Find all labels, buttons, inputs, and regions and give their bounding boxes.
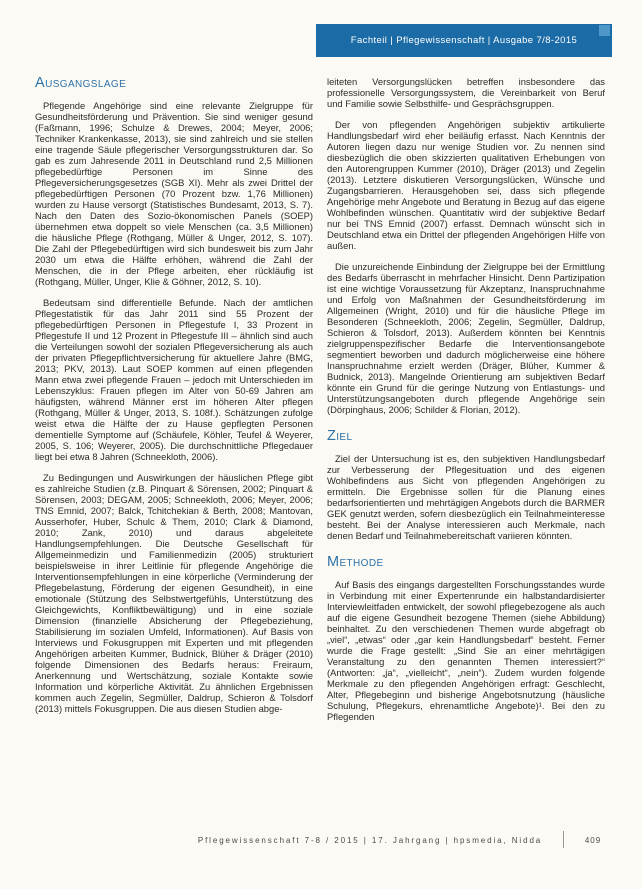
paragraph-ausgangslage-5: Der von pflegenden Angehörigen subjektiv artikulierte Handlungsbedarf wird eher beiläufig erfasst. Nach Kenntnis der Autoren liegen dazu nur wenige Studien vor. Zu nennen sind diesbezüglich die oben skizzierten qualitativen Erhebungen von den Autorengruppen Kummer (2010), Dräger (2013) und Zegelin (2013). Letztere diskutieren Versorgungslücken, Wünsche und Zugangsbarrieren. Herausgehoben sei, dass sich pflegende Angehörige mehr Angebote und Beratung in Bezug auf das eigene Wohlbefinden wünschen. Quantitativ wird der subjektive Bedarf nur bei TNS Emnid (2007) erfasst. Demnach wünscht sich in Deutschland etwa ein Drittel der pflegenden Angehörigen Hilfe von außen. [327, 119, 605, 251]
section-heading-ausgangslage: Ausgangslage [35, 75, 127, 91]
header-corner-accent [599, 25, 610, 36]
paragraph-ausgangslage-3: Zu Bedingungen und Auswirkungen der häuslichen Pflege gibt es zahlreiche Studien (z.B. Pinquart & Sörensen, 2002; Pinquart & Sörensen, 2003; DEGAM, 2005; Schneekloth, 2006; Meyer, 2006; TNS Emnid, 2007; Balck, Tchitchekian & Berth, 2008; Mantovan, Ausserhofer, Huber, Schulc & Them, 2010; Clark & Diamond, 2010; Zank, 2010) und daraus abgeleitete Handlungsempfehlungen. Die Deutsche Gesellschaft für Allgemeinmedizin und Familienmedizin (2005) strukturiert beispielsweise in ihrer Leitlinie für pflegende Angehörige die Interventionsempfehlungen in eine körperliche (Verminderung der Pflegebelastung, Förderung der eigenen Gesundheit), in eine emotionale (Stützung des Selbstwertgefühls, Unterstützung des Gleichgewichts, Konfliktbewältigung) und in eine soziale Dimension (finanzielle Absicherung der Pflegebeziehung, Stabilisierung im sozialen Umfeld, Informationen). Auf Basis von Interviews und Fokusgruppen mit Experten und mit pflegenden Angehörigen arbeiten Kummer, Budnick, Blüher & Dräger (2010) folgende Dimensionen des Bedarfs heraus: Freiraum, Anerkennung und Wertschätzung, soziale Kontakte sowie Information und körperliche Aktivität. Zu ähnlichen Ergebnissen kommen auch Zegelin, Segmüller, Daldrup, Schieron & Tolsdorf (2013) mittels Fokusgruppen. Die aus diesen Studien abge- [35, 472, 313, 714]
column-right [327, 76, 605, 732]
paragraph-ausgangslage-4-continuation: leiteten Versorgungslücken betreffen insbesondere das professionelle Versorgungssystem, die Vereinbarkeit von Beruf und Familie sowie Selbsthilfe- und Gesprächsgruppen. [327, 76, 605, 109]
paragraph-ziel-1: Ziel der Untersuchung ist es, den subjektiven Handlungsbedarf zur Verbesserung der Pflegesituation und des eigenen Wohlbefindens aus Sicht von pflegenden Angehörigen zu ermitteln. Die Ergebnisse sollen für die Planung eines bedarfsorientierten und mehrtägigen Angebots durch die BARMER GEK genutzt werden, sofern diesbezüglich ein Teilnahmeinteresse besteht. Bei der Analyse interessieren auch Merkmale, nach denen Bedarf und Teilnahmebereitschaft variieren könnten. [327, 453, 605, 541]
paragraph-ausgangslage-1: Pflegende Angehörige sind eine relevante Zielgruppe für Gesundheitsförderung und Prävention. Sie sind weniger gesund (Faßmann, 1996; Schulze & Drewes, 2004; Meyer, 2006; Techniker Krankenkasse, 2013), sie sind zahlreich und sie stellen eine tragende Säule pflegerischer Versorgungsstrukturen dar. So gab es zum Jahresende 2011 in Deutschland rund 2,5 Millionen pflegebedürftige Personen im Sinne des Pflegeversicherungsgesetzes (SGB XI). Mehr als zwei Drittel der pflegebedürftigen Personen (70 Prozent bzw. 1,76 Millionen) wurden zu Hause versorgt (Statistisches Bundesamt, 2013, S. 7). Nach den Daten des Sozio-ökonomischen Panels (SOEP) übernehmen etwa doppelt so viele Menschen (ca. 3,5 Millionen) die häusliche Pflege (Rothgang, Müller & Unger, 2012, S. 107). Die Zahl der Pflegebedürftigen wird sich bundesweit bis zum Jahr 2030 um etwa die Hälfte erhöhen, während die Zahl der Menschen, die in der Pflege arbeiten, eher rückläufig ist (Rothgang, Müller, Unger, Klie & Göhner, 2012, S. 10). [35, 100, 313, 287]
footer-page-number: 409 [584, 836, 602, 845]
paragraph-ausgangslage-6: Die unzureichende Einbindung der Zielgruppe bei der Ermittlung des Bedarfs überrascht in mehrfacher Hinsicht. Denn Partizipation ist eine wichtige Voraussetzung für Akzeptanz, Inanspruchnahme und Erfolg von Maßnahmen der Gesundheitsförderung im Allgemeinen (Wright, 2010) und für die häusliche Pflege im Besonderen (Schneekloth, 2006; Zegelin, Segmüller, Daldrup, Schieron & Tolsdorf, 2013). Außerdem könnten bei Kenntnis zielgruppenspezifischer Bedarfe die Interventionsangebote segmentiert beworben und dadurch möglicherweise eine höhere Inanspruchnahme erzielt werden (Dräger, Blüher, Kummer & Budnick, 2013). Mangelnde Orientierung am subjektiven Bedarf könnte ein Grund für die geringe Nutzung von Entlastungs- und Unterstützungsangeboten durch pflegende Angehörige sein (Dörpinghaus, 2006; Schilder & Florian, 2012). [327, 261, 605, 415]
paragraph-ausgangslage-2: Bedeutsam sind differentielle Befunde. Nach der amtlichen Pflegestatistik für das Jahr 2011 sind 55 Prozent der pflegebedürftigen Personen in Pflegestufe I, 33 Prozent in Pflegestufe II und 12 Prozent in Pflegestufe III – ähnlich sind auch die Verteilungen sowohl der sozialen Pflegeversicherung als auch der privaten Pflegepflichtversicherung für aktuellere Jahre (BMG, 2013; PKV, 2013). Laut SOEP kommen auf einen pflegenden Mann etwa zwei pflegende Frauen – jedoch mit Unterschieden im Lebenszyklus: Frauen pflegen im Alter von 50-69 Jahren am häufigsten, während Männer erst im höheren Alter pflegen (Rothgang, Müller & Unger, 2013, S. 108f.). Schätzungen zufolge weist etwa die Hälfte der zu Hause gepflegten Personen dementielle Symptome auf (Schäufele, Köhler, Teufel & Weyerer, 2005, S. 106; Weyerer, 2005). Die durchschnittliche Pflegedauer liegt bei etwa 8 Jahren (Schneekloth, 2006). [35, 297, 313, 462]
section-heading-ziel: Ziel [327, 428, 353, 444]
header-bar-text: Fachteil | Pflegewissenschaft | Ausgabe 7/8-2015 [350, 35, 578, 46]
paragraph-methode-1: Auf Basis des eingangs dargestellten Forschungsstandes wurde in Verbindung mit einer Expertenrunde ein halbstandardisierter Interviewleitfaden entwickelt, der sowohl pflegebezogene als auch auf die eigene Gesundheit bezogene Themen (siehe Abbildung) beinhaltet. Zu den verschiedenen Themen wurde abgefragt ob „viel“, „etwas“ oder „gar kein Handlungsbedarf“ besteht. Ferner wurde die Frage gestellt: „Sind Sie an einer mehrtägigen Veranstaltung zu den genannten Themen interessiert?“ (Antworten: „ja“, „vielleicht“, „nein“). Zudem wurden folgende Merkmale zu den pflegenden Angehörigen erfragt: Geschlecht, Alter, Pflegebeginn und bisherige Angebotsnutzung (häusliche Schulung, Pflegekurs, ehrenamtliche Angebote)¹. Bei den zu Pflegenden [327, 579, 605, 722]
header-bar [316, 24, 612, 57]
section-heading-methode: Methode [327, 554, 384, 570]
column-left [35, 76, 313, 724]
footer-divider [563, 831, 564, 848]
footer-journal-line: Pflegewissenschaft 7-8 / 2015 | 17. Jahrgang | hpsmedia, Nidda [197, 836, 543, 845]
